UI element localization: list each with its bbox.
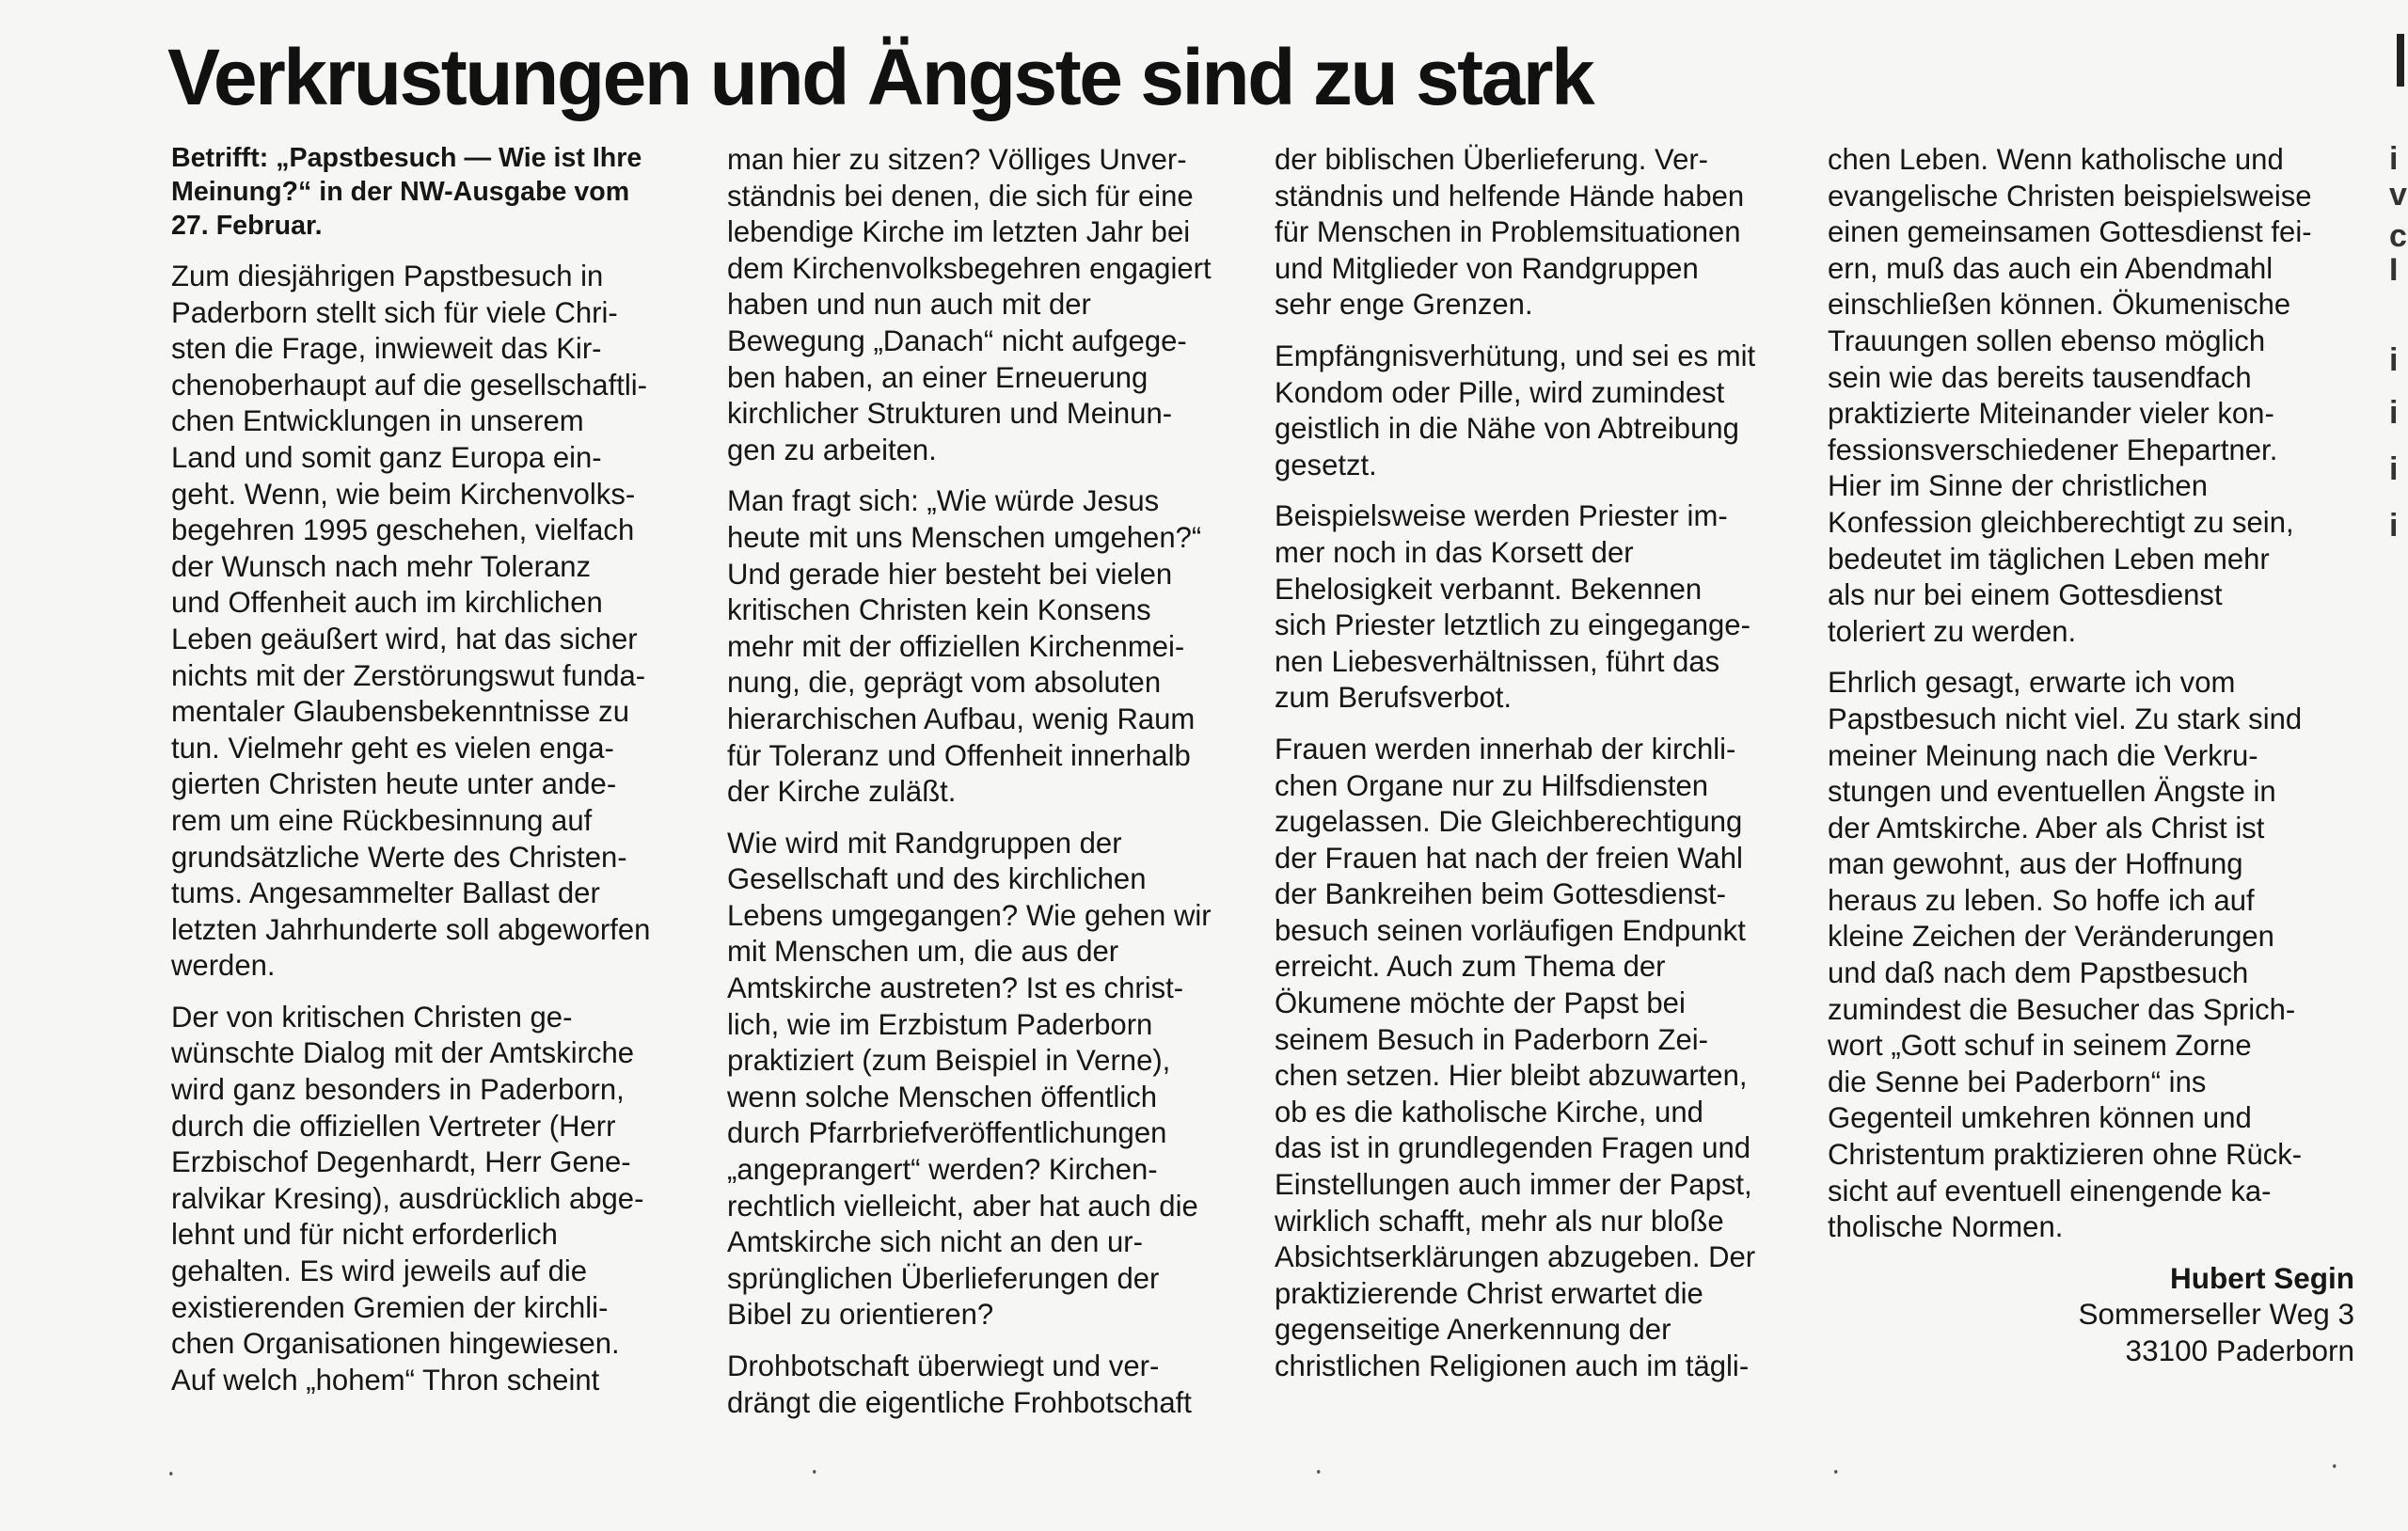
- text-line: das ist in grundlegenden Fragen und: [1275, 1130, 1751, 1165]
- text-line: Leben geäußert wird, hat das sicher: [171, 621, 638, 655]
- text-line: Hier im Sinne der christlichen: [1828, 468, 2208, 503]
- paragraph: [1275, 338, 1818, 482]
- text-line: rem um eine Rückbesinnung auf: [171, 802, 593, 837]
- text-line: praktizierte Miteinander vieler kon-: [1828, 396, 2274, 431]
- author-city: 33100 Paderborn: [2125, 1334, 2354, 1367]
- edge-fragment: i: [2389, 508, 2399, 544]
- paragraph: [727, 1348, 1271, 1420]
- text-line: ralvikar Kresing), ausdrücklich abge-: [171, 1180, 644, 1215]
- edge-fragment: I: [2389, 252, 2399, 288]
- text-line: nichts mit der Zerstörungswut funda-: [171, 657, 646, 692]
- text-line: praktizierende Christ erwartet die: [1275, 1275, 1703, 1310]
- text-line: zum Berufsverbot.: [1275, 680, 1513, 715]
- text-line: Zum diesjährigen Papstbesuch in: [171, 259, 604, 292]
- text-line: mehr mit der offiziellen Kirchenmei-: [727, 628, 1185, 663]
- text-line: der Amtskirche. Aber als Christ ist: [1828, 810, 2265, 844]
- text-line: drängt die eigentliche Frohbotschaft: [727, 1384, 1192, 1419]
- author-name: Hubert Segin: [2169, 1260, 2354, 1295]
- text-line: gehalten. Es wird jeweils auf die: [171, 1254, 588, 1288]
- text-line: fessionsverschiedener Ehepartner.: [1828, 432, 2278, 466]
- text-line: Konfession gleichberechtigt zu sein,: [1828, 504, 2294, 539]
- text-line: mit Menschen um, die aus der: [727, 934, 1119, 969]
- paragraph: [171, 999, 715, 1398]
- text-line: seinem Besuch in Paderborn Zei-: [1275, 1021, 1709, 1056]
- text-line: nung, die, geprägt vom absoluten: [727, 665, 1162, 700]
- text-line: heute mit uns Menschen umgehen?“: [727, 519, 1202, 554]
- text-line: wirklich schafft, mehr als nur bloße: [1275, 1203, 1724, 1238]
- paragraph: [1275, 141, 1818, 323]
- text-line: kirchlicher Strukturen und Meinun-: [727, 396, 1173, 431]
- text-line: chen Entwicklungen in unserem: [171, 403, 584, 438]
- text-line: chen Leben. Wenn katholische und: [1828, 142, 2284, 176]
- edge-fragment: v: [2389, 177, 2407, 213]
- text-line: Lebens umgegangen? Wie gehen wir: [727, 897, 1212, 932]
- text-line: kleine Zeichen der Veränderungen: [1828, 919, 2274, 954]
- text-line: christlichen Religionen auch im tägli-: [1275, 1349, 1750, 1382]
- subject-line: [171, 141, 715, 243]
- text-line: Auf welch „hohem“ Thron scheint: [171, 1362, 600, 1397]
- text-line: lehnt und für nicht erforderlich: [171, 1217, 558, 1252]
- text-line: man gewohnt, aus der Hoffnung: [1828, 846, 2243, 881]
- text-line: Amtskirche austreten? Ist es christ-: [727, 971, 1184, 1005]
- text-line: praktiziert (zum Beispiel in Verne),: [727, 1043, 1171, 1078]
- text-line: sein wie das bereits tausendfach: [1828, 359, 2252, 394]
- paragraph: [1275, 731, 1818, 1384]
- text-line: Papstbesuch nicht viel. Zu stark sind: [1828, 701, 2303, 735]
- paragraph: [1828, 664, 2371, 1245]
- text-line: wird ganz besonders in Paderborn,: [171, 1072, 625, 1107]
- text-line: chen Organisationen hingewiesen.: [171, 1326, 620, 1361]
- text-line: Kondom oder Pille, wird zumindest: [1275, 374, 1725, 409]
- text-line: sten die Frage, inwieweit das Kir-: [171, 331, 602, 366]
- text-line: für Toleranz und Offenheit innerhalb: [727, 737, 1191, 772]
- text-line: kritischen Christen kein Konsens: [727, 592, 1151, 627]
- text-line: Einstellungen auch immer der Papst,: [1275, 1167, 1752, 1202]
- text-line: chen Organe nur zu Hilfsdiensten: [1275, 767, 1709, 802]
- text-line: wenn solche Menschen öffentlich: [727, 1079, 1158, 1113]
- text-line: der Wunsch nach mehr Toleranz: [171, 548, 592, 583]
- scan-speck: ⸱: [2331, 1452, 2338, 1481]
- text-line: Ehelosigkeit verbannt. Bekennen: [1275, 571, 1703, 606]
- edge-fragment: i: [2389, 141, 2399, 177]
- text-line: der Frauen hat nach der freien Wahl: [1275, 840, 1743, 875]
- text-line: geistlich in die Nähe von Abtreibung: [1275, 411, 1739, 446]
- text-line: ständnis und helfende Hände haben: [1275, 178, 1745, 213]
- text-line: einen gemeinsamen Gottesdienst fei-: [1828, 214, 2312, 249]
- text-line: heraus zu leben. So hoffe ich auf: [1828, 882, 2255, 917]
- text-line: hierarchischen Aufbau, wenig Raum: [727, 701, 1196, 735]
- text-line: Christentum praktizieren ohne Rück-: [1828, 1137, 2303, 1172]
- article-column-2: [727, 141, 1271, 1435]
- scan-speck: ⸱: [1315, 1458, 1323, 1487]
- text-line: haben und nun auch mit der: [727, 287, 1091, 322]
- text-line: werden.: [171, 948, 276, 983]
- scan-speck: ⸱: [167, 1460, 175, 1489]
- text-line: Und gerade hier besteht bei vielen: [727, 556, 1173, 591]
- author-street: Sommerseller Weg 3: [2078, 1297, 2354, 1332]
- text-line: „angeprangert“ werden? Kirchen-: [727, 1152, 1158, 1187]
- text-line: meiner Meinung nach die Verkru-: [1828, 737, 2258, 772]
- paragraph: [727, 141, 1271, 467]
- text-line: gegenseitige Anerkennung der: [1275, 1312, 1671, 1347]
- text-line: einschließen können. Ökumenische: [1828, 287, 2291, 322]
- paragraph: [1275, 497, 1818, 716]
- text-line: Absichtserklärungen abzugeben. Der: [1275, 1239, 1756, 1274]
- scan-speck: ⸱: [1832, 1458, 1840, 1487]
- text-line: und Mitglieder von Randgruppen: [1275, 250, 1699, 285]
- edge-fragment: c: [2389, 218, 2407, 254]
- text-line: Empfängnisverhütung, und sei es mit: [1275, 338, 1756, 372]
- text-line: Trauungen sollen ebenso möglich: [1828, 323, 2266, 357]
- edge-fragment: i: [2389, 451, 2399, 487]
- text-line: bedeutet im täglichen Leben mehr: [1828, 541, 2270, 576]
- text-line: ob es die katholische Kirche, und: [1275, 1094, 1703, 1129]
- text-line: grundsätzliche Werte des Christen-: [171, 839, 627, 874]
- text-line: Man fragt sich: „Wie würde Jesus: [727, 483, 1160, 518]
- text-line: sicht auf eventuell einengende ka-: [1828, 1173, 2272, 1207]
- text-line: erreicht. Auch zum Thema der: [1275, 949, 1666, 984]
- text-line: Ökumene möchte der Papst bei: [1275, 986, 1686, 1020]
- text-line: nen Liebesverhältnissen, führt das: [1275, 643, 1720, 678]
- text-line: ern, muß das auch ein Abendmahl: [1828, 250, 2273, 285]
- text-line: tholische Normen.: [1828, 1209, 2064, 1244]
- text-line: chenoberhaupt auf die gesellschaftli-: [171, 367, 647, 402]
- text-line: tums. Angesammelter Ballast der: [171, 876, 600, 910]
- text-line: Erzbischof Degenhardt, Herr Gene-: [171, 1144, 631, 1179]
- text-line: letzten Jahrhunderte soll abgeworfen: [171, 911, 651, 946]
- text-line: man hier zu sitzen? Völliges Unver-: [727, 142, 1187, 176]
- text-line: der biblischen Überlieferung. Ver-: [1275, 142, 1709, 176]
- text-line: gen zu arbeiten.: [727, 432, 937, 466]
- paragraph: [727, 482, 1271, 809]
- text-line: gesetzt.: [1275, 447, 1377, 481]
- text-line: besuch seinen vorläufigen Endpunkt: [1275, 912, 1746, 947]
- text-line: die Senne bei Paderborn“ ins: [1828, 1064, 2207, 1098]
- text-line: mer noch in das Korsett der: [1275, 534, 1634, 569]
- text-line: Ehrlich gesagt, erwarte ich vom: [1828, 665, 2236, 700]
- text-line: Paderborn stellt sich für viele Chri-: [171, 294, 618, 329]
- text-line: zugelassen. Die Gleichberechtigung: [1275, 804, 1743, 839]
- edge-fragment: i: [2389, 395, 2399, 431]
- headline: Verkrustungen und Ängste sind zu stark: [167, 33, 1593, 121]
- text-line: wort „Gott schuf in seinem Zorne: [1828, 1028, 2252, 1063]
- text-line: Der von kritischen Christen ge-: [171, 999, 573, 1034]
- text-line: sehr enge Grenzen.: [1275, 287, 1533, 322]
- text-line: stungen und eventuellen Ängste in: [1828, 774, 2276, 809]
- text-line: und daß nach dem Papstbesuch: [1828, 955, 2249, 990]
- text-line: 27. Februar.: [171, 211, 323, 241]
- text-line: dem Kirchenvolksbegehren engagiert: [727, 250, 1212, 285]
- text-line: Amtskirche sich nicht an den ur-: [727, 1224, 1143, 1259]
- text-line: Gegenteil umkehren können und: [1828, 1100, 2252, 1135]
- text-line: geht. Wenn, wie beim Kirchenvolks-: [171, 476, 636, 511]
- text-line: Beispielsweise werden Priester im-: [1275, 498, 1728, 533]
- paragraph: [1828, 141, 2371, 649]
- paragraph: [171, 258, 715, 984]
- text-line: Bibel zu orientieren?: [727, 1297, 994, 1332]
- text-line: toleriert zu werden.: [1828, 613, 2077, 648]
- text-line: lebendige Kirche im letzten Jahr bei: [727, 214, 1191, 249]
- text-line: für Menschen in Problemsituationen: [1275, 214, 1741, 249]
- text-line: zumindest die Besucher das Sprich-: [1828, 991, 2296, 1026]
- scan-speck: ⸱: [811, 1458, 818, 1487]
- text-line: evangelische Christen beispielsweise: [1828, 178, 2312, 213]
- text-line: Gesellschaft und des kirchlichen: [727, 861, 1147, 896]
- signature-block: [1828, 1260, 2354, 1369]
- text-line: ständnis bei denen, die sich für eine: [727, 178, 1194, 213]
- article-column-3: [1275, 141, 1818, 1399]
- text-line: Betrifft: „Papstbesuch — Wie ist Ihre: [171, 143, 642, 173]
- text-line: mentaler Glaubensbekenntnisse zu: [171, 694, 629, 729]
- text-line: ben haben, an einer Erneuerung: [727, 359, 1149, 394]
- text-line: Meinung?“ in der NW-Ausgabe vom: [171, 177, 630, 207]
- article-column-1: [171, 141, 715, 1413]
- text-line: gierten Christen heute unter ande-: [171, 766, 617, 801]
- article-column-4: [1828, 141, 2371, 1369]
- edge-fragment: i: [2389, 342, 2399, 378]
- text-line: Frauen werden innerhab der kirchli-: [1275, 731, 1736, 766]
- text-line: lich, wie im Erzbistum Paderborn: [727, 1006, 1153, 1041]
- edge-bar: [2397, 34, 2404, 87]
- text-line: durch die offiziellen Vertreter (Herr: [171, 1108, 616, 1143]
- text-line: begehren 1995 geschehen, vielfach: [171, 513, 635, 547]
- text-line: rechtlich vielleicht, aber hat auch die: [727, 1188, 1198, 1223]
- text-line: Drohbotschaft überwiegt und ver-: [727, 1349, 1160, 1382]
- text-line: und Offenheit auch im kirchlichen: [171, 585, 603, 620]
- text-line: der Bankreihen beim Gottesdienst-: [1275, 876, 1727, 911]
- text-line: tun. Vielmehr geht es vielen enga-: [171, 730, 614, 765]
- text-line: Bewegung „Danach“ nicht aufgege-: [727, 323, 1187, 357]
- text-line: chen setzen. Hier bleibt abzuwarten,: [1275, 1058, 1748, 1093]
- text-line: der Kirche zuläßt.: [727, 774, 957, 809]
- text-line: sprünglichen Überlieferungen der: [727, 1260, 1160, 1295]
- text-line: wünschte Dialog mit der Amtskirche: [171, 1035, 635, 1070]
- column-4-body: [1828, 141, 2371, 1245]
- text-line: existierenden Gremien der kirchli-: [171, 1289, 609, 1324]
- text-line: Land und somit ganz Europa ein-: [171, 439, 602, 474]
- text-line: Wie wird mit Randgruppen der: [727, 825, 1122, 860]
- paragraph: [727, 825, 1271, 1333]
- text-line: durch Pfarrbriefveröffentlichungen: [727, 1115, 1167, 1150]
- text-line: als nur bei einem Gottesdienst: [1828, 577, 2223, 612]
- text-line: sich Priester letztlich zu eingegange-: [1275, 608, 1751, 642]
